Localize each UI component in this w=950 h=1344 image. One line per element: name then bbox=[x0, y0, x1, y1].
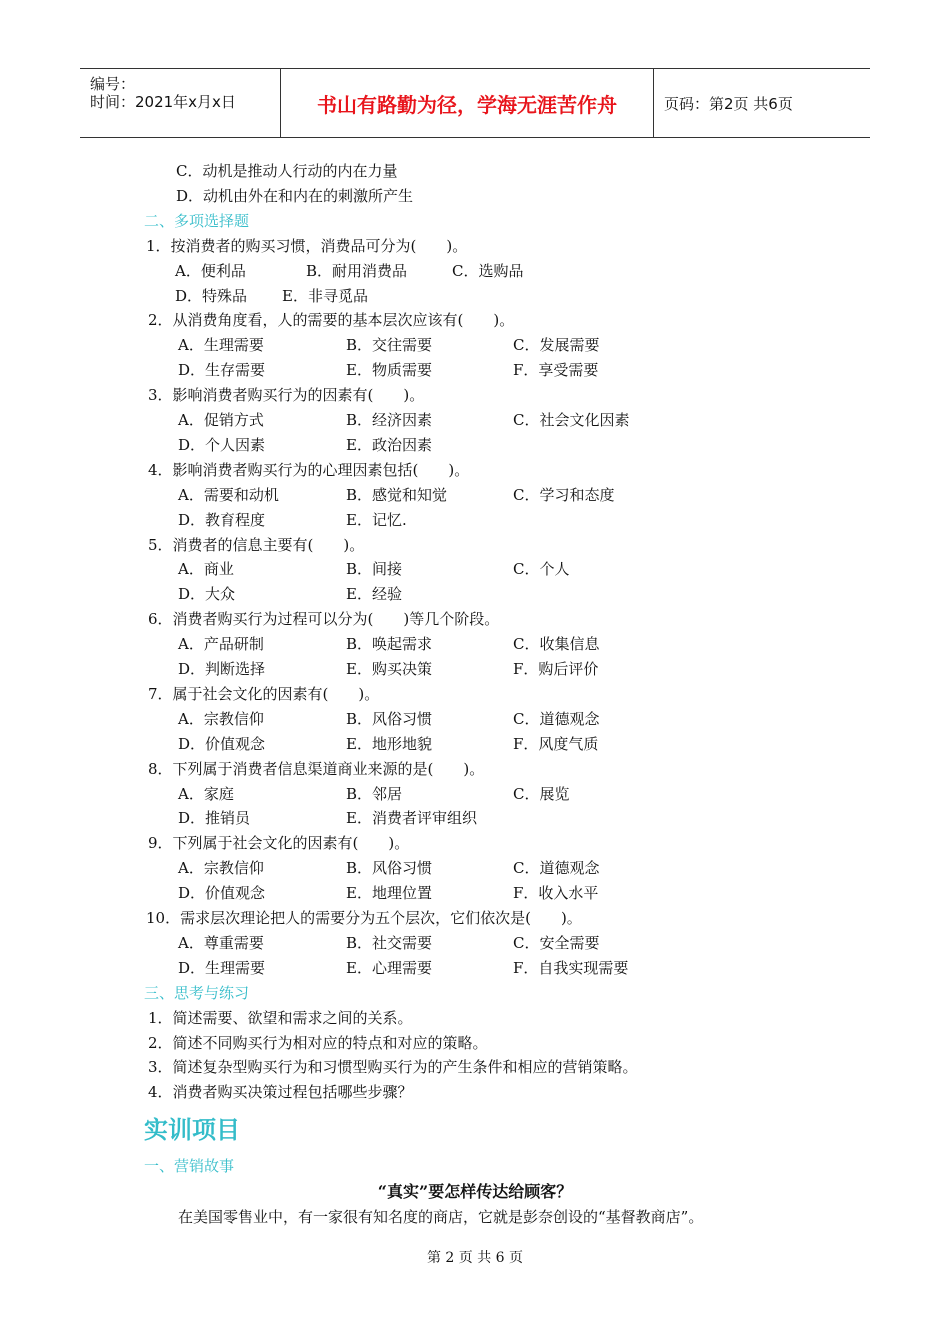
option: B．感觉和知觉 bbox=[346, 485, 448, 504]
story-paragraph: 在美国零售业中，有一家很有知名度的商店，它就是彭奈创设的“基督教商店”。 bbox=[178, 1208, 704, 1226]
option: C．选购品 bbox=[452, 261, 524, 280]
option: B．社交需要 bbox=[346, 933, 433, 952]
question-stem: 9．下列属于社会文化的因素有( )。 bbox=[148, 834, 410, 853]
option: C．发展需要 bbox=[513, 336, 600, 355]
option: D．价值观念 bbox=[178, 884, 266, 903]
exercise-item: 4．消费者购买决策过程包括哪些步骤？ bbox=[148, 1083, 413, 1102]
option: D．大众 bbox=[178, 585, 236, 604]
option: A．便利品 bbox=[175, 261, 246, 280]
option: F．享受需要 bbox=[513, 361, 599, 380]
option: E．物质需要 bbox=[346, 361, 432, 380]
exercise-item: 3．简述复杂型购买行为和习惯型购买行为的产生条件和相应的营销策略。 bbox=[148, 1058, 638, 1077]
training-title: 实训项目 bbox=[144, 1116, 240, 1144]
option: C．学习和态度 bbox=[513, 485, 615, 504]
option: B．邻居 bbox=[346, 784, 403, 803]
option: A．商业 bbox=[178, 560, 234, 579]
question-stem: 3．影响消费者购买行为的因素有( )。 bbox=[148, 386, 425, 405]
option: D．价值观念 bbox=[178, 734, 266, 753]
option: E．购买决策 bbox=[346, 660, 432, 678]
option: B．交往需要 bbox=[346, 336, 433, 355]
option: C．安全需要 bbox=[513, 933, 600, 952]
option: E．消费者评审组织 bbox=[346, 809, 477, 828]
option: C．动机是推动人行动的内在力量 bbox=[176, 162, 398, 180]
question-stem: 4．影响消费者购买行为的心理因素包括( )。 bbox=[148, 460, 470, 479]
option: B．耐用消费品 bbox=[306, 261, 408, 280]
option: E．记忆. bbox=[346, 510, 407, 529]
option: E．非寻觅品 bbox=[282, 286, 368, 305]
option: F．收入水平 bbox=[513, 884, 599, 903]
option: F．自我实现需要 bbox=[513, 958, 629, 977]
option: A．促销方式 bbox=[178, 411, 264, 429]
page-header bbox=[80, 68, 870, 138]
option: F．风度气质 bbox=[513, 734, 599, 753]
option: C．展览 bbox=[513, 784, 570, 803]
option: A．尊重需要 bbox=[178, 933, 264, 952]
option: A．宗教信仰 bbox=[178, 859, 264, 878]
option: D．个人因素 bbox=[178, 435, 266, 454]
option: D．动机由外在和内在的刺激所产生 bbox=[176, 186, 414, 205]
header-page-info: 页码：第2页 共6页 bbox=[664, 95, 793, 113]
option: A．宗教信仰 bbox=[178, 709, 264, 728]
page-footer: 第 2 页 共 6 页 bbox=[426, 1250, 524, 1266]
exercise-item: 1．简述需要、欲望和需求之间的关系。 bbox=[148, 1008, 413, 1027]
option: C．道德观念 bbox=[513, 709, 600, 728]
option: B．风俗习惯 bbox=[346, 709, 433, 728]
option: C．收集信息 bbox=[513, 635, 600, 654]
option: B．间接 bbox=[346, 560, 403, 579]
option: B．唤起需求 bbox=[346, 635, 433, 654]
option: E．地形地貌 bbox=[346, 734, 432, 753]
option: D．教育程度 bbox=[178, 510, 266, 529]
question-stem: 6．消费者购买行为过程可以分为( )等几个阶段。 bbox=[148, 610, 500, 629]
option: C．社会文化因素 bbox=[513, 411, 630, 429]
question-stem: 2．从消费角度看，人的需要的基本层次应该有( )。 bbox=[148, 311, 515, 330]
option: D．判断选择 bbox=[178, 660, 266, 678]
option: D．生存需要 bbox=[178, 361, 266, 380]
option: E．经验 bbox=[346, 585, 402, 604]
question-stem: 8．下列属于消费者信息渠道商业来源的是( )。 bbox=[148, 759, 485, 778]
question-stem: 10．需求层次理论把人的需要分为五个层次，它们依次是( )。 bbox=[146, 909, 582, 927]
option: D．推销员 bbox=[178, 809, 251, 828]
option: D．生理需要 bbox=[178, 958, 266, 977]
exercise-item: 2．简述不同购买行为相对应的特点和对应的策略。 bbox=[148, 1033, 488, 1052]
story-section-title: 一、营销故事 bbox=[144, 1157, 235, 1175]
option: C．个人 bbox=[513, 560, 570, 579]
option: D．特殊品 bbox=[175, 286, 248, 305]
option: A．生理需要 bbox=[178, 336, 264, 355]
section-title: 二、多项选择题 bbox=[144, 211, 250, 230]
number-label: 编号： bbox=[90, 75, 136, 93]
section-title: 三、思考与练习 bbox=[144, 983, 250, 1002]
option: A．需要和动机 bbox=[178, 485, 279, 504]
question-stem: 5．消费者的信息主要有( )。 bbox=[148, 535, 365, 554]
question-stem: 7．属于社会文化的因素有( )。 bbox=[148, 684, 380, 703]
option: E．心理需要 bbox=[346, 958, 432, 977]
option: C．道德观念 bbox=[513, 859, 600, 878]
option: B．经济因素 bbox=[346, 411, 433, 429]
header-meta bbox=[80, 69, 281, 137]
option: A．产品研制 bbox=[178, 635, 264, 654]
option: E．政治因素 bbox=[346, 435, 432, 454]
time-label: 时间：2021年x月x日 bbox=[90, 93, 236, 111]
option: E．地理位置 bbox=[346, 884, 432, 903]
option: F．购后评价 bbox=[513, 660, 599, 678]
question-stem: 1．按消费者的购买习惯，消费品可分为( )。 bbox=[146, 236, 468, 255]
option: A．家庭 bbox=[178, 784, 234, 803]
option: B．风俗习惯 bbox=[346, 859, 433, 878]
story-title: “真实”要怎样传达给顾客？ bbox=[377, 1182, 573, 1201]
header-motto: 书山有路勤为径，学海无涯苦作舟 bbox=[281, 69, 654, 137]
